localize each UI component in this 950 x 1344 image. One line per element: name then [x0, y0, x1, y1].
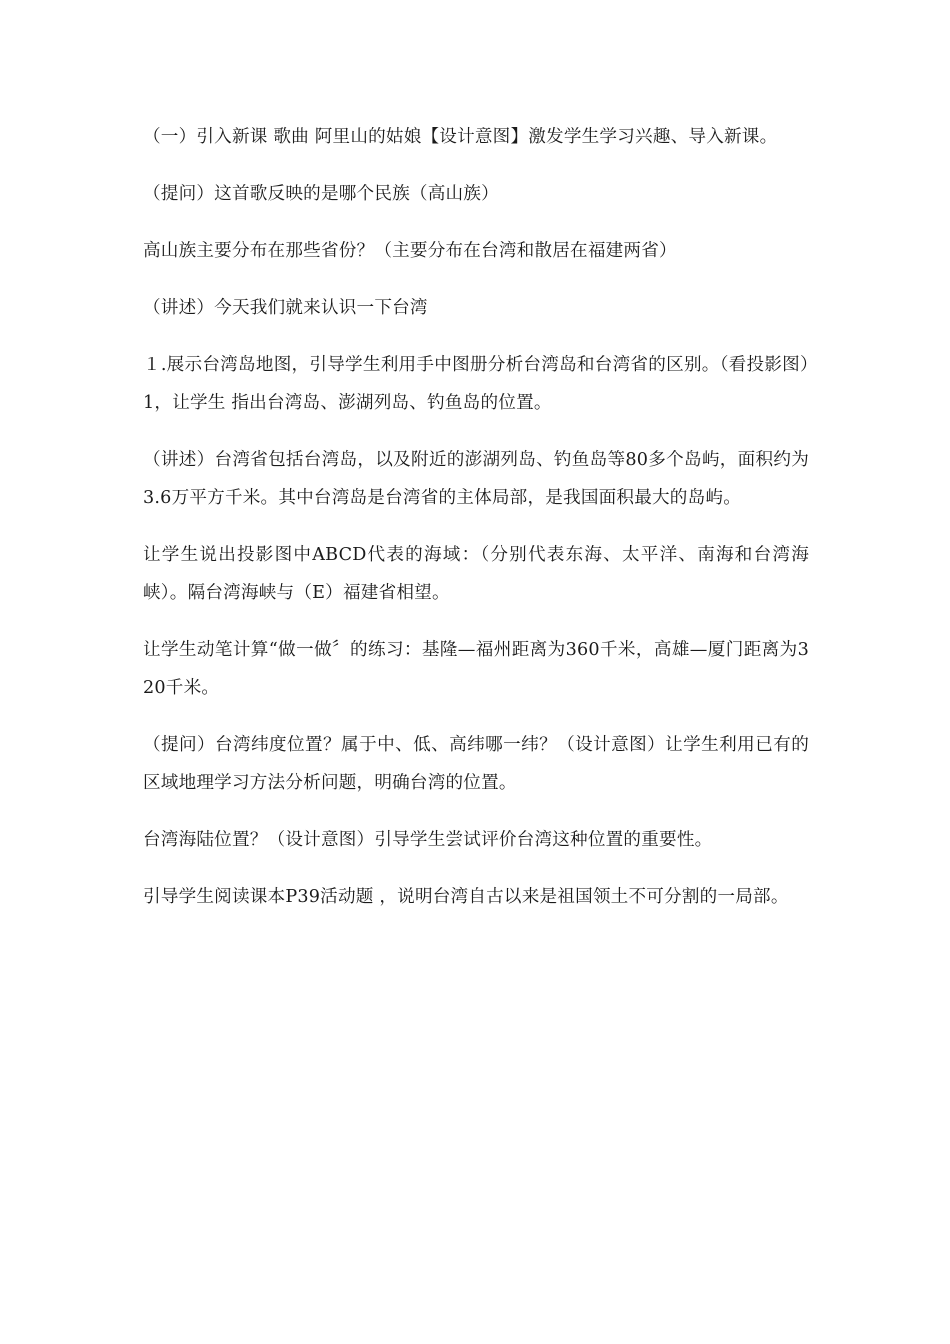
paragraph-latitude: （提问）台湾纬度位置？属于中、低、高纬哪一纬？（设计意图）让学生利用已有的区域地理学习方法分析问题，明确台湾的位置。 [143, 735, 809, 793]
paragraph-textbook-activity: 引导学生阅读课本P39活动题 ，说明台湾自古以来是祖国领土不可分割的一局部。 [143, 887, 789, 907]
paragraph-question-ethnic-group: （提问）这首歌反映的是哪个民族（高山族） [143, 184, 499, 204]
paragraph-land-sea-position: 台湾海陆位置？（设计意图）引导学生尝试评价台湾这种位置的重要性。 [143, 830, 713, 850]
paragraph-sea-areas: 让学生说出投影图中ABCD代表的海域：（分别代表东海、太平洋、南海和台湾海峡）。隔台湾海峡与（E）福建省相望。 [143, 545, 809, 603]
paragraph-distance-exercise: 让学生动笔计算“做一做〞的练习：基隆—福州距离为360千米，高雄—厦门距离为320千米。 [143, 640, 809, 698]
paragraph-distribution: 高山族主要分布在那些省份？（主要分布在台湾和散居在福建两省） [143, 241, 677, 261]
paragraph-map-activity: １.展示台湾岛地图，引导学生利用手中图册分析台湾岛和台湾省的区别。（看投影图）1，让学生 指出台湾岛、澎湖列岛、钓鱼岛的位置。 [143, 355, 809, 413]
paragraph-narration-intro: （讲述）今天我们就来认识一下台湾 [143, 298, 428, 318]
document-body [143, 118, 809, 916]
paragraph-province-area: （讲述）台湾省包括台湾岛，以及附近的澎湖列岛、钓鱼岛等80多个岛屿，面积约为3.6万平方千米。其中台湾岛是台湾省的主体局部，是我国面积最大的岛屿。 [143, 450, 809, 508]
paragraph-intro: （一）引入新课 歌曲 阿里山的姑娘【设计意图】激发学生学习兴趣、导入新课。 [143, 127, 778, 147]
